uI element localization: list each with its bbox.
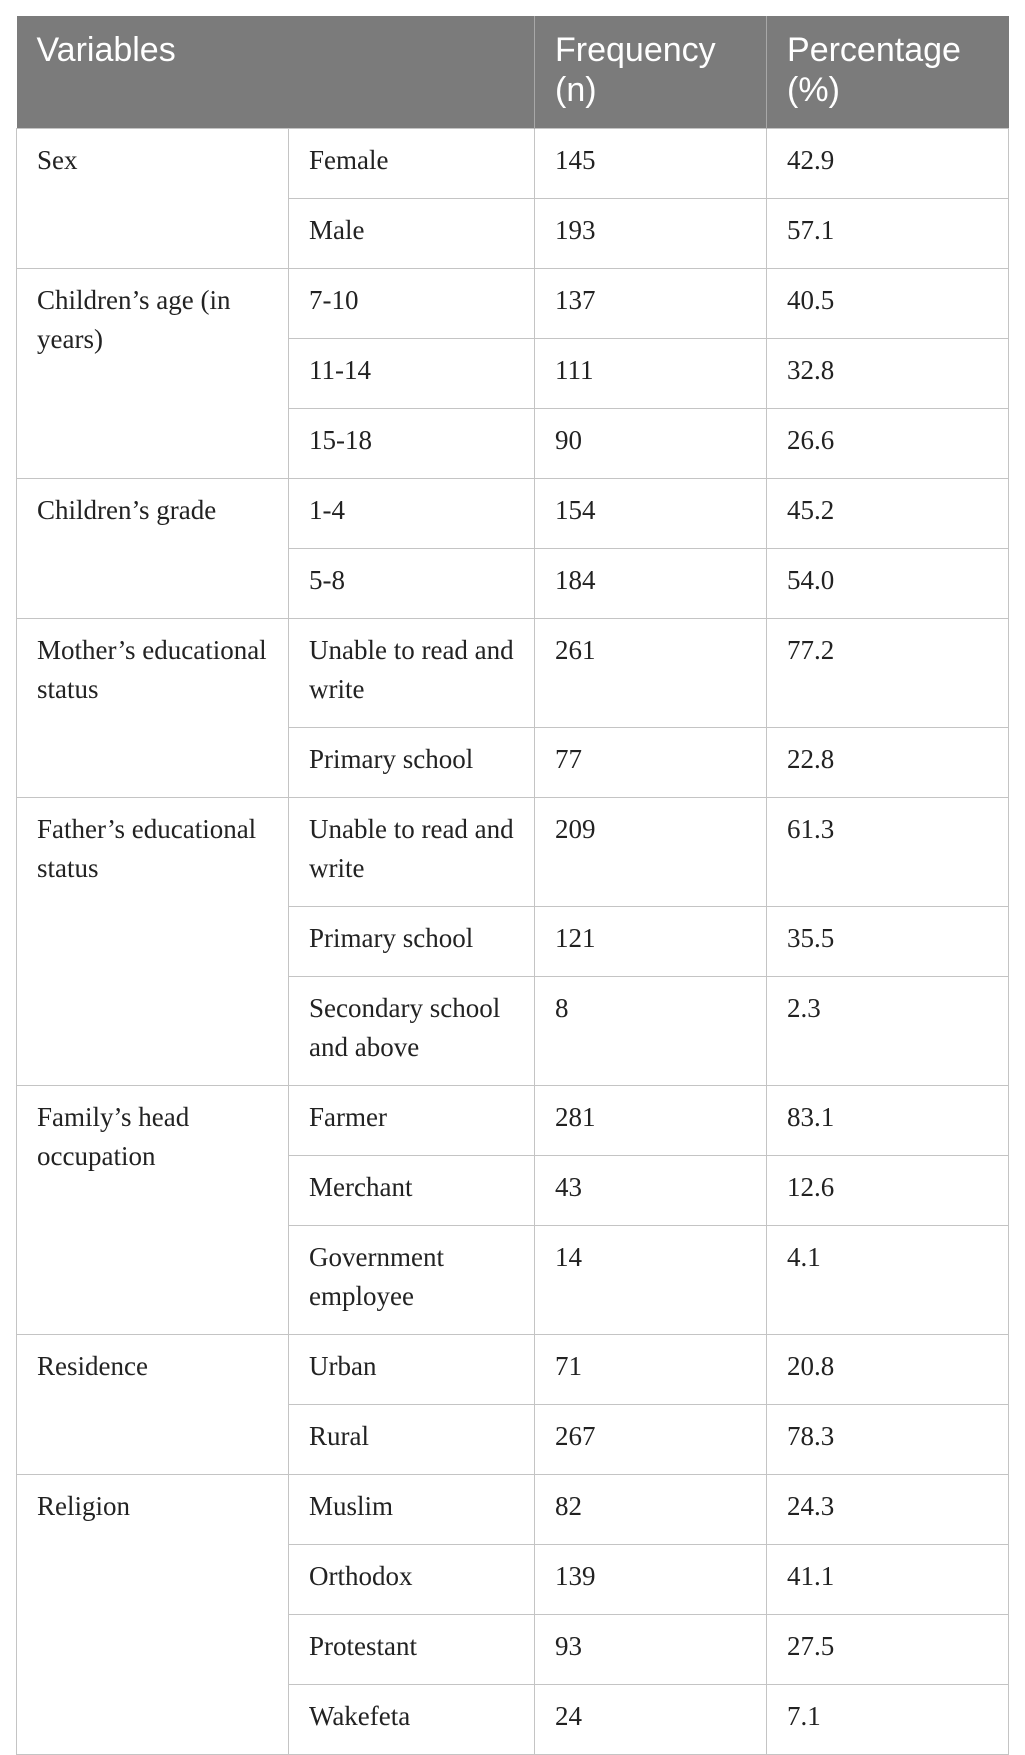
- percentage-cell: 20.8: [767, 1335, 1009, 1405]
- frequency-cell: 90: [535, 409, 767, 479]
- table-body: [17, 129, 1009, 1755]
- frequency-cell: 184: [535, 549, 767, 619]
- table-row: [17, 479, 1009, 549]
- category-cell: Unable to read and write: [289, 619, 535, 728]
- frequency-cell: 139: [535, 1545, 767, 1615]
- variable-group-label: Sex: [17, 129, 289, 269]
- frequency-cell: 267: [535, 1405, 767, 1475]
- table-header: [17, 16, 1009, 129]
- category-cell: Female: [289, 129, 535, 199]
- table-row: [17, 798, 1009, 907]
- table-row: [17, 269, 1009, 339]
- category-cell: Farmer: [289, 1086, 535, 1156]
- frequency-cell: 71: [535, 1335, 767, 1405]
- frequency-cell: 209: [535, 798, 767, 907]
- variable-group-label: Religion: [17, 1475, 289, 1755]
- percentage-cell: 32.8: [767, 339, 1009, 409]
- percentage-cell: 4.1: [767, 1226, 1009, 1335]
- variable-group-label: Children’s age (in years): [17, 269, 289, 479]
- frequency-cell: 43: [535, 1156, 767, 1226]
- percentage-cell: 35.5: [767, 907, 1009, 977]
- header-variables: Variables: [17, 16, 535, 129]
- category-cell: Wakefeta: [289, 1685, 535, 1755]
- category-cell: 15-18: [289, 409, 535, 479]
- table-row: [17, 129, 1009, 199]
- category-cell: Primary school: [289, 907, 535, 977]
- header-frequency: Frequency (n): [535, 16, 767, 129]
- table-container: [16, 16, 1008, 1755]
- variable-group-label: Father’s educational status: [17, 798, 289, 1086]
- table-row: [17, 1475, 1009, 1545]
- frequency-cell: 82: [535, 1475, 767, 1545]
- header-row: [17, 16, 1009, 129]
- category-cell: Urban: [289, 1335, 535, 1405]
- category-cell: Unable to read and write: [289, 798, 535, 907]
- percentage-cell: 26.6: [767, 409, 1009, 479]
- table-row: [17, 1335, 1009, 1405]
- percentage-cell: 78.3: [767, 1405, 1009, 1475]
- category-cell: Merchant: [289, 1156, 535, 1226]
- percentage-cell: 42.9: [767, 129, 1009, 199]
- frequency-cell: 154: [535, 479, 767, 549]
- category-cell: Rural: [289, 1405, 535, 1475]
- frequency-cell: 8: [535, 977, 767, 1086]
- percentage-cell: 54.0: [767, 549, 1009, 619]
- percentage-cell: 12.6: [767, 1156, 1009, 1226]
- percentage-cell: 22.8: [767, 728, 1009, 798]
- percentage-cell: 83.1: [767, 1086, 1009, 1156]
- frequency-cell: 145: [535, 129, 767, 199]
- frequency-cell: 121: [535, 907, 767, 977]
- frequency-cell: 93: [535, 1615, 767, 1685]
- variable-group-label: Children’s grade: [17, 479, 289, 619]
- percentage-cell: 57.1: [767, 199, 1009, 269]
- percentage-cell: 40.5: [767, 269, 1009, 339]
- frequency-cell: 111: [535, 339, 767, 409]
- category-cell: 11-14: [289, 339, 535, 409]
- category-cell: 5-8: [289, 549, 535, 619]
- frequency-cell: 261: [535, 619, 767, 728]
- data-table: [16, 16, 1009, 1755]
- frequency-cell: 24: [535, 1685, 767, 1755]
- category-cell: Protestant: [289, 1615, 535, 1685]
- variable-group-label: Residence: [17, 1335, 289, 1475]
- frequency-cell: 281: [535, 1086, 767, 1156]
- frequency-cell: 193: [535, 199, 767, 269]
- category-cell: Muslim: [289, 1475, 535, 1545]
- frequency-cell: 14: [535, 1226, 767, 1335]
- table-row: [17, 1086, 1009, 1156]
- table-row: [17, 619, 1009, 728]
- percentage-cell: 61.3: [767, 798, 1009, 907]
- frequency-cell: 77: [535, 728, 767, 798]
- percentage-cell: 77.2: [767, 619, 1009, 728]
- category-cell: Orthodox: [289, 1545, 535, 1615]
- category-cell: Secondary school and above: [289, 977, 535, 1086]
- percentage-cell: 24.3: [767, 1475, 1009, 1545]
- category-cell: Male: [289, 199, 535, 269]
- category-cell: Primary school: [289, 728, 535, 798]
- percentage-cell: 2.3: [767, 977, 1009, 1086]
- percentage-cell: 41.1: [767, 1545, 1009, 1615]
- percentage-cell: 7.1: [767, 1685, 1009, 1755]
- percentage-cell: 45.2: [767, 479, 1009, 549]
- percentage-cell: 27.5: [767, 1615, 1009, 1685]
- header-percentage: Percentage (%): [767, 16, 1009, 129]
- variable-group-label: Mother’s educational status: [17, 619, 289, 798]
- category-cell: Government employee: [289, 1226, 535, 1335]
- variable-group-label: Family’s head occupation: [17, 1086, 289, 1335]
- frequency-cell: 137: [535, 269, 767, 339]
- category-cell: 7-10: [289, 269, 535, 339]
- category-cell: 1-4: [289, 479, 535, 549]
